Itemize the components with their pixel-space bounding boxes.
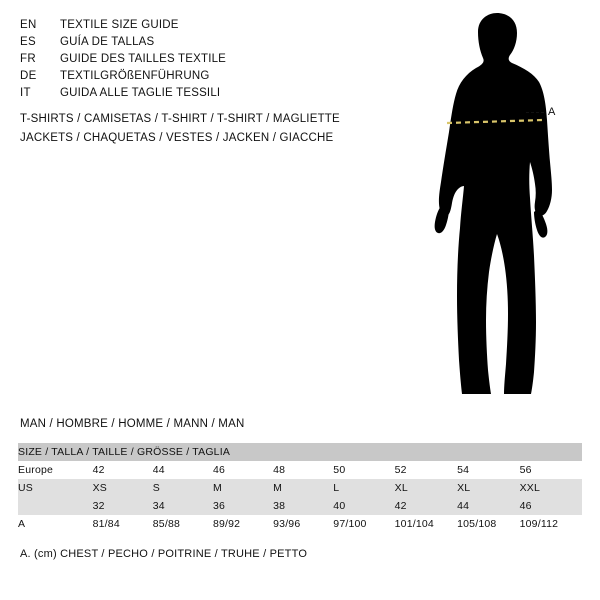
language-row-de bbox=[20, 68, 350, 85]
cell: 52 bbox=[395, 461, 457, 479]
size-table bbox=[18, 443, 582, 533]
cell: XL bbox=[395, 479, 457, 497]
cell: 40 bbox=[333, 497, 394, 515]
cell: 36 bbox=[213, 497, 273, 515]
language-code: ES bbox=[20, 36, 36, 48]
table-row bbox=[18, 515, 582, 533]
language-row-en bbox=[20, 17, 350, 34]
language-code: EN bbox=[20, 19, 37, 31]
cell: XXL bbox=[520, 479, 582, 497]
cell: 46 bbox=[520, 497, 582, 515]
cell: 32 bbox=[93, 497, 153, 515]
cell: 44 bbox=[457, 497, 519, 515]
language-text: GUÍA DE TALLAS bbox=[60, 36, 155, 48]
silhouette-svg bbox=[400, 10, 590, 400]
cell: M bbox=[213, 479, 273, 497]
cell: 93/96 bbox=[273, 515, 333, 533]
garment-type-list bbox=[20, 110, 340, 148]
cell: 50 bbox=[333, 461, 394, 479]
cell: 44 bbox=[153, 461, 213, 479]
language-text: TEXTILE SIZE GUIDE bbox=[60, 19, 179, 31]
garment-line-jackets: JACKETS / CHAQUETAS / VESTES / JACKEN / GIACCHE bbox=[20, 132, 334, 144]
language-text: GUIDE DES TAILLES TEXTILE bbox=[60, 53, 227, 65]
table-row bbox=[18, 461, 582, 479]
cell: 56 bbox=[520, 461, 582, 479]
cell: 85/88 bbox=[153, 515, 213, 533]
table-row bbox=[18, 497, 582, 515]
cell: 109/112 bbox=[520, 515, 582, 533]
table-section-title: MAN / HOMBRE / HOMME / MANN / MAN bbox=[20, 418, 245, 430]
language-text: TEXTILGRÖßENFÜHRUNG bbox=[60, 70, 210, 82]
cell: 97/100 bbox=[333, 515, 394, 533]
language-code: DE bbox=[20, 70, 37, 82]
cell: 89/92 bbox=[213, 515, 273, 533]
cell: XL bbox=[457, 479, 519, 497]
cell: L bbox=[333, 479, 394, 497]
language-row-it bbox=[20, 85, 350, 102]
table-row bbox=[18, 479, 582, 497]
row-label: A bbox=[18, 515, 93, 533]
cell: 42 bbox=[93, 461, 153, 479]
table-header-label: SIZE / TALLA / TAILLE / GRÖSSE / TAGLIA bbox=[18, 443, 582, 461]
cell: 42 bbox=[395, 497, 457, 515]
row-label: US bbox=[18, 479, 93, 497]
cell: S bbox=[153, 479, 213, 497]
cell: 105/108 bbox=[457, 515, 519, 533]
cell: 101/104 bbox=[395, 515, 457, 533]
language-code: FR bbox=[20, 53, 36, 65]
table-header-row bbox=[18, 443, 582, 461]
language-list bbox=[20, 17, 350, 102]
cell: 54 bbox=[457, 461, 519, 479]
footnote-chest-measure: A. (cm) CHEST / PECHO / POITRINE / TRUHE / PETTO bbox=[20, 548, 308, 560]
language-code: IT bbox=[20, 87, 31, 99]
cell: 48 bbox=[273, 461, 333, 479]
cell: 81/84 bbox=[93, 515, 153, 533]
garment-line-tshirts: T-SHIRTS / CAMISETAS / T-SHIRT / T-SHIRT / MAGLIETTE bbox=[20, 113, 340, 125]
cell: M bbox=[273, 479, 333, 497]
cell: XS bbox=[93, 479, 153, 497]
row-label: Europe bbox=[18, 461, 93, 479]
cell: 46 bbox=[213, 461, 273, 479]
measure-letter-a: A bbox=[548, 106, 556, 118]
measure-leader-line bbox=[526, 112, 544, 113]
language-text: GUIDA ALLE TAGLIE TESSILI bbox=[60, 87, 221, 99]
cell: 38 bbox=[273, 497, 333, 515]
language-row-es bbox=[20, 34, 350, 51]
cell: 34 bbox=[153, 497, 213, 515]
man-silhouette-illustration bbox=[400, 10, 590, 400]
row-label bbox=[18, 497, 93, 515]
language-row-fr bbox=[20, 51, 350, 68]
